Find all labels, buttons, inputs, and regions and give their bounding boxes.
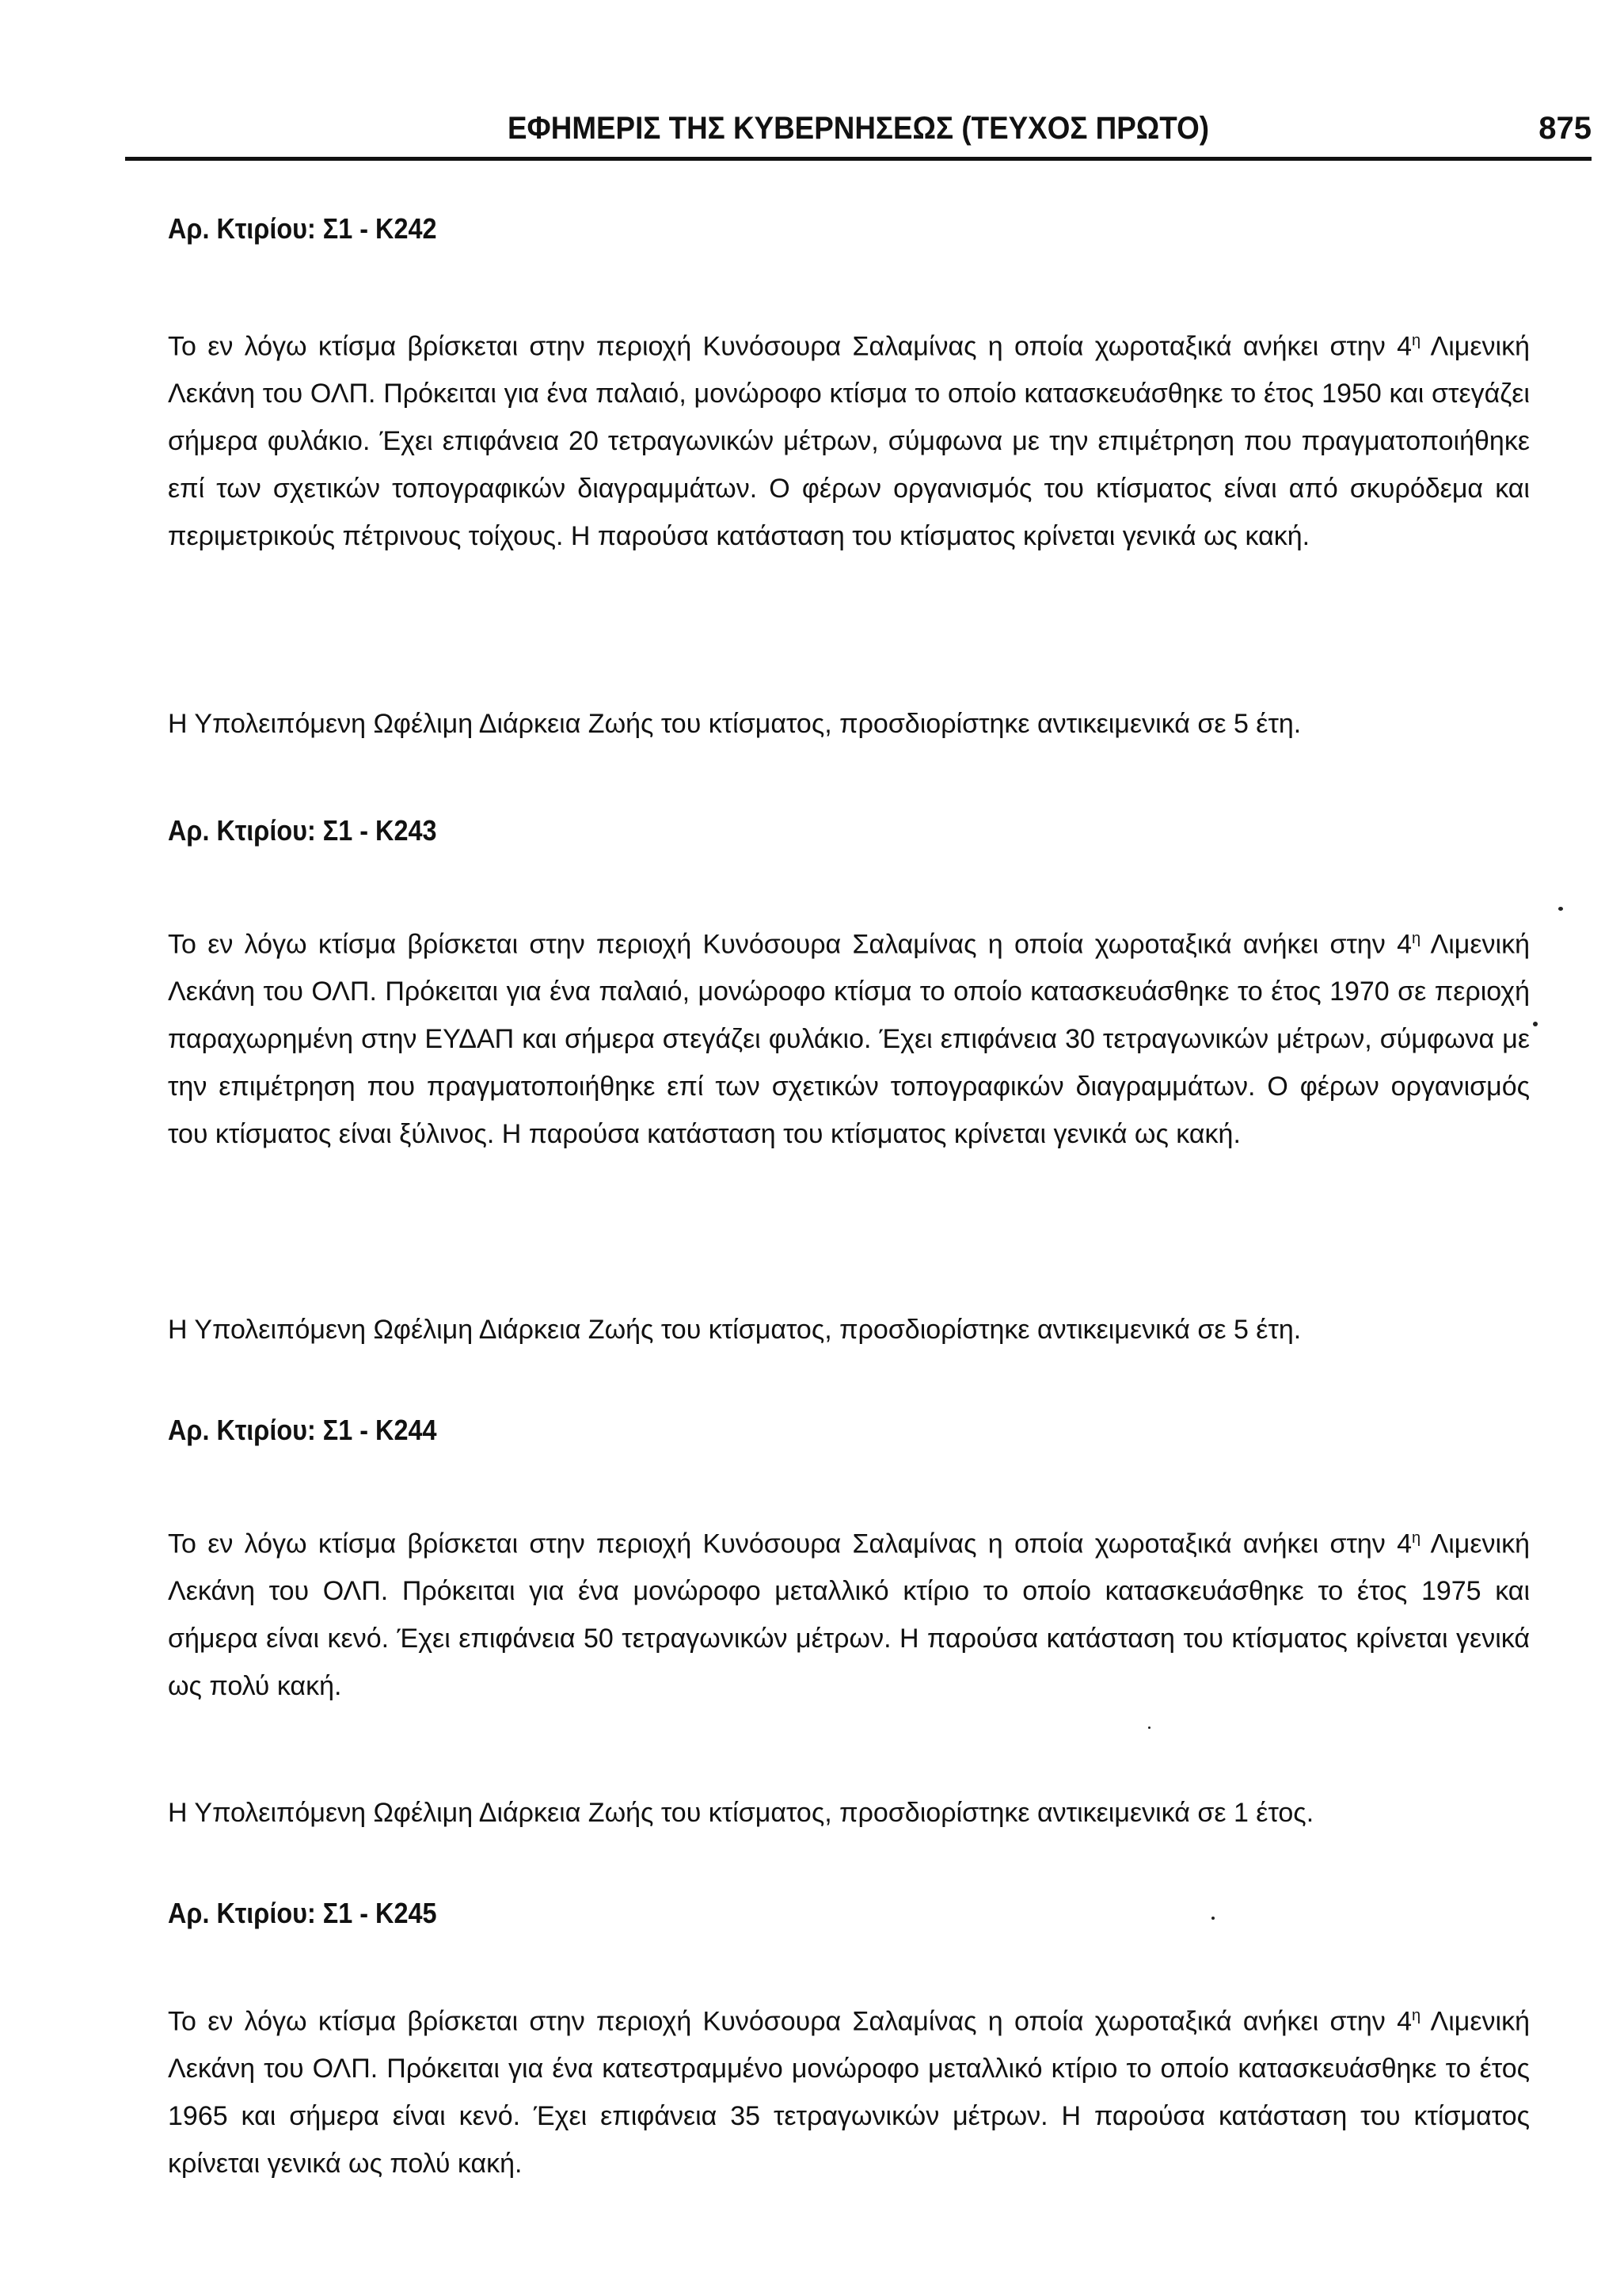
header-rule [125,157,1592,161]
remaining-life-statement: Η Υπολειπόμενη Ωφέλιμη Διάρκεια Ζωής του κτίσματος, προσδιορίστηκε αντικειμενικά σε 5 έτη. [168,709,1302,739]
description-text: Το εν λόγω κτίσμα βρίσκεται στην περιοχή Κυνόσουρα Σαλαμίνας η οποία χωροταξικά ανήκει στην 4 [168,929,1412,960]
ordinal-suffix: η [1412,2007,1421,2024]
description-text: Το εν λόγω κτίσμα βρίσκεται στην περιοχή Κυνόσουρα Σαλαμίνας η οποία χωροταξικά ανήκει στην 4 [168,2006,1412,2037]
building-section-k244 [168,1414,1530,1447]
building-heading: Αρ. Κτιρίου: Σ1 - Κ244 [168,1414,437,1446]
building-heading: Αρ. Κτιρίου: Σ1 - Κ245 [168,1897,437,1929]
page-header [125,111,1592,158]
building-description [168,915,1530,1158]
remaining-life-statement: Η Υπολειπόμενη Ωφέλιμη Διάρκεια Ζωής του κτίσματος, προσδιορίστηκε αντικειμενικά σε 1 έτος. [168,1798,1314,1828]
building-section-k242 [168,212,1530,246]
scan-speck [1211,1917,1215,1920]
building-heading: Αρ. Κτιρίου: Σ1 - Κ243 [168,814,437,847]
building-description [168,317,1530,560]
ordinal-suffix: η [1412,332,1421,349]
building-description [168,1992,1530,2187]
page-number: 875 [1538,111,1592,146]
ordinal-suffix: η [1412,1529,1421,1547]
remaining-life-statement: Η Υπολειπόμενη Ωφέλιμη Διάρκεια Ζωής του κτίσματος, προσδιορίστηκε αντικειμενικά σε 5 έτη. [168,1315,1302,1345]
description-text-cont: Λιμενική Λεκάνη του ΟΛΠ. Πρόκειται για ένα μονώροφο μεταλλικό κτίριο το οποίο κατασκευάσθηκε το έτος 1975 και σήμερα είναι κενό. Έχει επιφάνεια 50 τετραγωνικών μέτρων. Η παρούσα κατάσταση του κτίσματος κρίνεται γενικά ως πολύ κακή. [168,1529,1531,1702]
scan-speck [1148,1726,1150,1729]
description-text: Το εν λόγω κτίσμα βρίσκεται στην περιοχή Κυνόσουρα Σαλαμίνας η οποία χωροταξικά ανήκει στην 4 [168,331,1412,362]
scan-speck [1533,1022,1538,1026]
description-text: Το εν λόγω κτίσμα βρίσκεται στην περιοχή Κυνόσουρα Σαλαμίνας η οποία χωροταξικά ανήκει στην 4 [168,1529,1412,1559]
building-heading: Αρ. Κτιρίου: Σ1 - Κ242 [168,212,437,245]
description-text-cont: Λιμενική Λεκάνη του ΟΛΠ. Πρόκειται για ένα παλαιό, μονώροφο κτίσμα το οποίο κατασκευάσθηκε το έτος 1970 σε περιοχή παραχωρημένη στην ΕΥΔΑΠ και σήμερα στεγάζει φυλάκιο. Έχει επιφάνεια 30 τετραγωνικών μέτρων, σύμφωνα με την επιμέτρηση που πραγματοποιήθηκε επί των σχετικών τοπογραφικών διαγραμμάτων. Ο φέρων οργανισμός του κτίσματος είναι ξύλινος. Η παρούσα κατάσταση του κτίσματος κρίνεται γενικά ως κακή. [168,929,1531,1150]
description-text-cont: Λιμενική Λεκάνη του ΟΛΠ. Πρόκειται για ένα παλαιό, μονώροφο κτίσμα το οποίο κατασκευάσθηκε το έτος 1950 και στεγάζει σήμερα φυλάκιο. Έχει επιφάνεια 20 τετραγωνικών μέτρων, σύμφωνα με την επιμέτρηση που πραγματοποιήθηκε επί των σχετικών τοπογραφικών διαγραμμάτων. Ο φέρων οργανισμός του κτίσματος είναι από σκυρόδεμα και περιμετρικούς πέτρινους τοίχους. Η παρούσα κατάσταση του κτίσματος κρίνεται γενικά ως κακή. [168,331,1531,552]
building-description [168,1514,1530,1710]
description-text-cont: Λιμενική Λεκάνη του ΟΛΠ. Πρόκειται για ένα κατεστραμμένο μονώροφο μεταλλικό κτίριο το οποίο κατασκευάσθηκε το έτος 1965 και σήμερα είναι κενό. Έχει επιφάνεια 35 τετραγωνικών μέτρων. Η παρούσα κατάσταση του κτίσματος κρίνεται γενικά ως πολύ κακή. [168,2006,1531,2180]
building-section-k243 [168,814,1530,847]
scan-speck [1558,907,1563,911]
ordinal-suffix: η [1412,930,1421,947]
building-section-k245 [168,1897,1530,1930]
gazette-title: ΕΦΗΜΕΡΙΣ ΤΗΣ ΚΥΒΕΡΝΗΣΕΩΣ (ΤΕΥΧΟΣ ΠΡΩΤΟ) [508,111,1209,146]
